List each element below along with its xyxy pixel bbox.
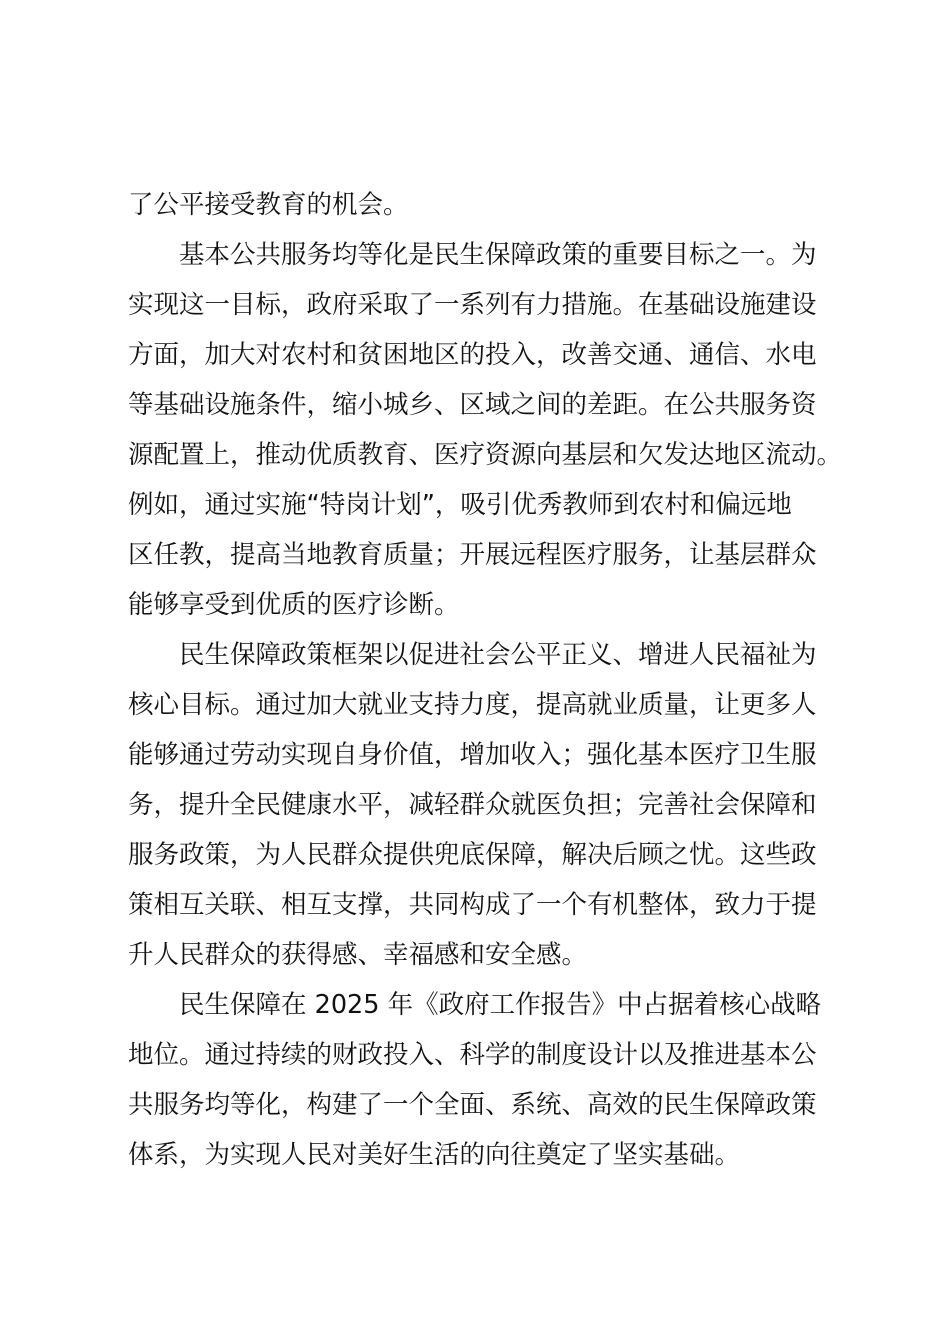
text-line: 服务政策，为人民群众提供兜底保障，解决后顾之忧。这些政 <box>128 840 817 870</box>
text-line: 能够享受到优质的医疗诊断。 <box>128 590 460 620</box>
text-line: 等基础设施条件，缩小城乡、区域之间的差距。在公共服务资 <box>128 390 817 420</box>
text-line: 区任教，提高当地教育质量；开展远程医疗服务，让基层群众 <box>128 540 817 570</box>
text-line: 策相互关联、相互支撑，共同构成了一个有机整体，致力于提 <box>128 890 817 920</box>
text-line: 方面，加大对农村和贫困地区的投入，改善交通、通信、水电 <box>128 340 817 370</box>
text-line: 能够通过劳动实现自身价值，增加收入；强化基本医疗卫生服 <box>128 740 817 770</box>
text-line: 民生保障在 2025 年《政府工作报告》中占据着核心战略 <box>128 990 822 1020</box>
text-line: 基本公共服务均等化是民生保障政策的重要目标之一。为 <box>128 240 817 270</box>
text-line: 共服务均等化，构建了一个全面、系统、高效的民生保障政策 <box>128 1090 817 1120</box>
text-line: 体系，为实现人民对美好生活的向往奠定了坚实基础。 <box>128 1140 741 1170</box>
text-line: 务，提升全民健康水平，减轻群众就医负担；完善社会保障和 <box>128 790 817 820</box>
text-line: 实现这一目标，政府采取了一系列有力措施。在基础设施建设 <box>128 290 817 320</box>
text-line: 核心目标。通过加大就业支持力度，提高就业质量，让更多人 <box>128 690 817 720</box>
text-line: 民生保障政策框架以促进社会公平正义、增进人民福祉为 <box>128 640 817 670</box>
text-line: 例如，通过实施“特岗计划”，吸引优秀教师到农村和偏远地 <box>128 490 792 520</box>
text-line: 源配置上，推动优质教育、医疗资源向基层和欠发达地区流动。 <box>128 440 843 470</box>
text-line: 了公平接受教育的机会。 <box>128 190 409 220</box>
text-line: 地位。通过持续的财政投入、科学的制度设计以及推进基本公 <box>128 1040 817 1070</box>
document-body <box>128 180 843 1180</box>
text-line: 升人民群众的获得感、幸福感和安全感。 <box>128 940 588 970</box>
